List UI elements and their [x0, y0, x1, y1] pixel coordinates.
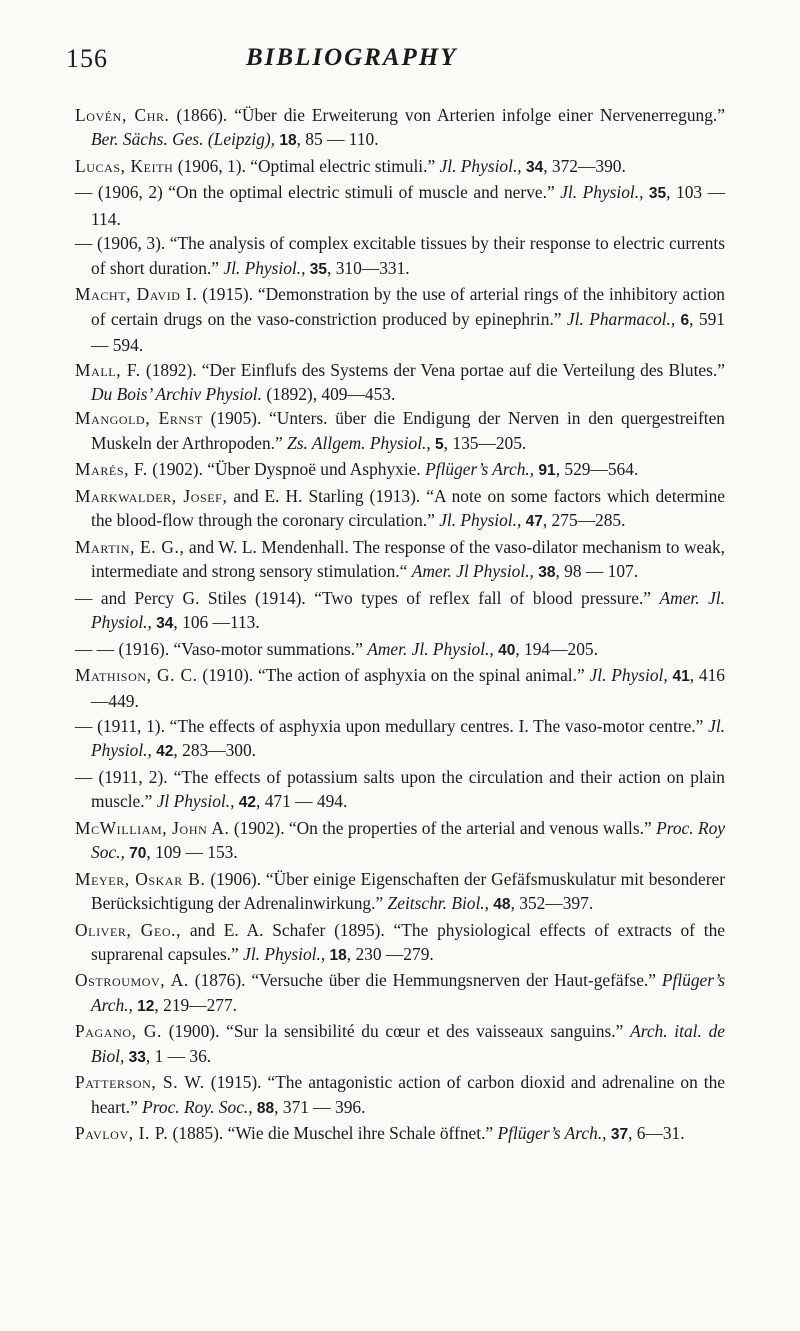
bibliography-entry [75, 714, 725, 765]
entry-journal: Zs. Allgem. Physiol., [287, 432, 431, 453]
entry-pages: , 283—300. [173, 740, 257, 761]
entry-pages: , 103 — 114. [91, 182, 725, 229]
entry-pages: , 416—449. [91, 664, 725, 712]
bibliography-entry [75, 457, 725, 483]
entry-volume: 34 [151, 615, 174, 633]
entry-text: (1866). “Über die Erweiterung von Arterien infolge einer Nervenerregung.” [169, 105, 725, 125]
entry-author: Mall, F. [75, 359, 141, 380]
entry-text: (1885). “Wie die Muschel ihre Schale öffnet.” [168, 1123, 498, 1144]
bibliography-list [75, 103, 725, 1148]
bibliography-entry [75, 663, 725, 714]
entry-text: and E. H. Starling (1913). “A note on some factors which determine the blood-flow through the coronary circulation.” [91, 485, 726, 531]
entry-text: — (1911, 1). “The effects of asphyxia upon medullary centres. I. The vaso-motor centre.” [75, 715, 709, 736]
entry-text: (1910). “The action of asphyxia on the spinal animal.” [197, 664, 590, 685]
entry-journal: Jl. Physiol, [589, 664, 668, 685]
bibliography-entry [75, 867, 725, 918]
entry-journal: Jl. Physiol., [560, 182, 644, 203]
entry-pages: , 1 — 36. [145, 1045, 212, 1066]
entry-pages: (1892), 409—453. [261, 383, 396, 404]
bibliography-entry [75, 1019, 725, 1070]
entry-text: — (1906, 2) “On the optimal electric stimuli of muscle and nerve.” [75, 182, 561, 203]
bibliography-entry [75, 765, 725, 816]
entry-volume: 37 [606, 1126, 629, 1144]
entry-volume: 33 [124, 1048, 146, 1066]
entry-text: and W. L. Mendenhall. The response of the vaso-dilator mechanism to weak, intermediate and strong sensory stimulation.“ [91, 536, 725, 582]
entry-volume: 48 [489, 896, 511, 914]
running-head: BIBLIOGRAPHY [246, 44, 458, 71]
entry-text: — (1911, 2). “The effects of potassium salts upon the circulation and their action on plain muscle.” [75, 766, 725, 812]
entry-author: Macht, David I. [75, 284, 198, 305]
entry-text: (1892). “Der Einflufs des Systems der Vena portae auf die Verteilung des Blutes.” [140, 359, 725, 380]
bibliography-entry [75, 406, 725, 457]
entry-text: — (1906, 3). “The analysis of complex excitable tissues by their response to electric currents of short duration.” [75, 233, 725, 278]
entry-journal: Jl. Physiol., [439, 155, 522, 176]
entry-author: Martin, E. G., [75, 536, 185, 557]
entry-volume: 47 [521, 513, 543, 531]
entry-pages: , 98 — 107. [555, 561, 639, 582]
entry-author: Markwalder, Josef, [75, 485, 228, 506]
entry-text: (1900). “Sur la sensibilité du cœur et des vaisseaux sanguins.” [161, 1021, 631, 1042]
entry-volume: 35 [643, 185, 667, 203]
bibliography-entry [75, 154, 725, 180]
entry-author: Lovén, Chr. [75, 105, 170, 125]
entry-text: (1906). “Über einige Eigenschaften der Gefäfsmuskulatur mit besonderer Berücksichtigung der Adrenalinwirkung.” [91, 868, 725, 914]
entry-journal: Amer. Jl. Physiol., [91, 587, 725, 633]
entry-author: Pavlov, I. P. [75, 1123, 169, 1144]
entry-text: (1876). “Versuche über die Hemmungsnerven der Haut-gefäfse.” [188, 970, 662, 991]
entry-volume: 70 [124, 845, 147, 863]
entry-pages: , 219—277. [154, 994, 238, 1015]
bibliography-entry [75, 1070, 725, 1121]
entry-author: Meyer, Oskar B. [75, 868, 206, 889]
entry-journal: Pflüger’s Arch., [425, 459, 535, 480]
entry-text: and E. A. Schafer (1895). “The physiological effects of extracts of the suprarenal capsules.” [91, 919, 725, 964]
entry-volume: 35 [305, 260, 328, 278]
entry-journal: Proc. Roy Soc., [91, 817, 725, 863]
entry-journal: Pflüger’s Arch., [91, 970, 726, 1015]
entry-pages: , 85 — 110. [296, 129, 379, 150]
entry-pages: , 371 — 396. [274, 1096, 366, 1117]
entry-volume: 38 [533, 564, 556, 582]
entry-author: Mathison, G. C. [75, 664, 198, 685]
entry-volume: 18 [325, 946, 347, 964]
entry-journal: Ber. Sächs. Ges. (Leipzig), [91, 129, 276, 150]
entry-author: Lucas, Keith [75, 155, 174, 176]
bibliography-entry [75, 918, 725, 969]
page-number: 156 [66, 44, 108, 73]
entry-pages: , 194—205. [515, 638, 598, 659]
entry-journal: Amer. Jl. Physiol., [367, 638, 494, 659]
bibliography-entry [75, 231, 725, 282]
entry-pages: , 310—331. [327, 257, 410, 278]
entry-pages: , 529—564. [555, 459, 639, 480]
bibliography-entry [75, 484, 725, 535]
entry-journal: Jl. Physiol., [91, 715, 725, 761]
entry-author: Pagano, G. [75, 1021, 162, 1042]
entry-pages: , 135—205. [443, 432, 527, 453]
entry-volume: 42 [151, 743, 174, 761]
entry-journal: Jl. Physiol., [223, 257, 306, 278]
entry-author: Patterson, S. W. [75, 1072, 205, 1093]
bibliography-entry [75, 968, 725, 1019]
bibliography-entry [75, 637, 725, 663]
entry-author: Oliver, Geo., [75, 919, 182, 940]
bibliography-entry [75, 816, 725, 867]
entry-text: (1902). “On the properties of the arterial and venous walls.” [229, 817, 657, 838]
entry-author: Ostroumov, A. [75, 970, 189, 991]
entry-volume: 91 [534, 462, 556, 480]
entry-volume: 41 [667, 667, 690, 685]
bibliography-entry [75, 282, 725, 357]
entry-text: (1906, 1). “Optimal electric stimuli.” [173, 155, 440, 176]
entry-volume: 88 [252, 1099, 275, 1117]
entry-author: Mangold, Ernst [75, 408, 203, 429]
entry-text: (1915). “Demonstration by the use of arterial rings of the inhibitory action of certain drugs on the vaso-constriction produced by epinephrin.” [91, 284, 725, 329]
entry-journal: Zeitschr. Biol., [387, 893, 489, 914]
entry-author: McWilliam, John A. [75, 817, 230, 838]
bibliography-entry [75, 180, 725, 231]
entry-pages: , 106 —113. [173, 612, 260, 633]
entry-pages: , 109 — 153. [146, 842, 238, 863]
entry-journal: Pflüger’s Arch., [497, 1123, 607, 1144]
entry-text: (1905). “Unters. über die Endigung der Nerven in den quergestreiften Muskeln der Arthropoden.” [91, 408, 726, 453]
entry-text: (1915). “The antagonistic action of carbon dioxid and adrenaline on the heart.” [91, 1072, 725, 1117]
entry-text: — — (1916). “Vaso-motor summations.” [75, 638, 368, 659]
entry-pages: , 372—390. [543, 155, 626, 176]
entry-journal: Du Bois’ Archiv Physiol. [91, 383, 262, 404]
bibliography-entry [75, 103, 725, 154]
entry-volume: 42 [234, 794, 257, 812]
entry-journal: Proc. Roy. Soc., [142, 1096, 253, 1117]
entry-journal: Jl. Physiol., [243, 943, 326, 964]
entry-volume: 40 [493, 641, 516, 659]
bibliography-entry [75, 358, 725, 407]
entry-volume: 12 [132, 997, 155, 1015]
entry-pages: , 230 —279. [346, 943, 434, 964]
entry-pages: , 352—397. [510, 893, 594, 914]
entry-pages: , 471 — 494. [256, 791, 348, 812]
entry-journal: Jl. Physiol., [439, 510, 522, 531]
entry-volume: 34 [521, 158, 544, 176]
entry-volume: 18 [275, 132, 297, 150]
entry-text: — and Percy G. Stiles (1914). “Two types of reflex fall of blood pressure.” [75, 587, 660, 608]
entry-journal: Jl. Pharmacol., [566, 308, 676, 329]
entry-text: (1902). “Über Dyspnoë und Asphyxie. [147, 459, 426, 480]
bibliography-entry [75, 1121, 725, 1147]
entry-journal: Amer. Jl Physiol., [411, 561, 534, 582]
entry-pages: , 275—285. [542, 510, 626, 531]
entry-pages: , 591 — 594. [91, 308, 725, 356]
bibliography-entry [75, 535, 725, 586]
entry-author: Marés, F. [75, 459, 148, 480]
bibliography-entry [75, 586, 725, 637]
entry-journal: Arch. ital. de Biol, [91, 1021, 725, 1066]
entry-volume: 5 [430, 435, 444, 453]
page-header [66, 44, 706, 80]
entry-pages: , 6—31. [628, 1123, 685, 1144]
entry-volume: 6 [675, 311, 690, 329]
entry-journal: Jl Physiol., [156, 791, 235, 812]
